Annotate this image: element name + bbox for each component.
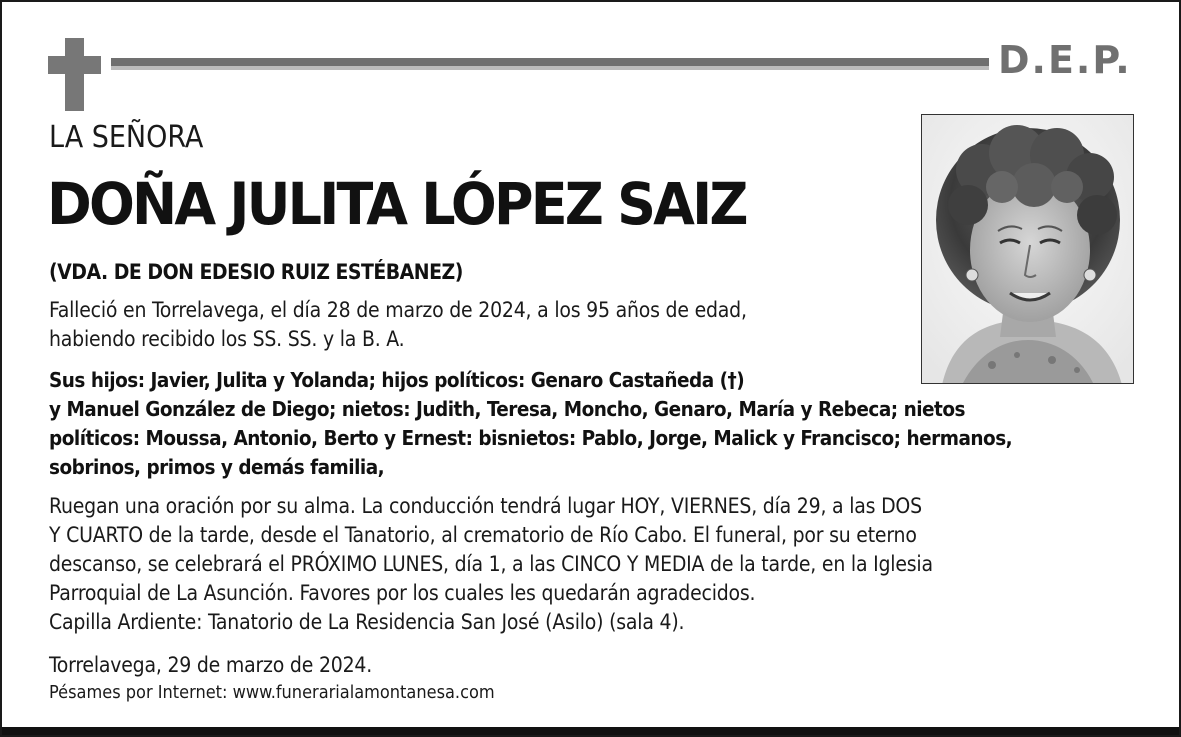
widow-of: (VDA. DE DON EDESIO RUIZ ESTÉBANEZ) — [49, 260, 463, 284]
family-line: sobrinos, primos y demás familia, — [49, 455, 385, 479]
cross-icon-arm — [48, 56, 101, 74]
family-line: Sus hijos: Javier, Julita y Yolanda; hijos políticos: Genaro Castañeda (†) — [49, 368, 745, 392]
family-list — [49, 366, 1012, 482]
cross-icon — [65, 38, 84, 111]
death-notice-line: habiendo recibido los SS. SS. y la B. A. — [49, 327, 405, 351]
service-line: Y CUARTO de la tarde, desde el Tanatorio, al crematorio de Río Cabo. El funeral, por su eterno — [49, 523, 917, 547]
condolences-link[interactable]: Pésames por Internet: www.funerarialamontanesa.com — [49, 682, 495, 703]
place-date: Torrelavega, 29 de marzo de 2024. — [49, 653, 373, 677]
dep-heading: D.E.P. — [998, 38, 1132, 82]
death-notice — [49, 296, 747, 354]
portrait-photo — [921, 114, 1134, 384]
death-notice-line: Falleció en Torrelavega, el día 28 de marzo de 2024, a los 95 años de edad, — [49, 298, 747, 322]
header-rule — [111, 58, 989, 70]
service-details — [49, 492, 933, 637]
family-line: y Manuel González de Diego; nietos: Judith, Teresa, Moncho, Genaro, María y Rebeca; nietos — [49, 397, 965, 421]
service-line: Ruegan una oración por su alma. La conducción tendrá lugar HOY, VIERNES, día 29, a las DOS — [49, 494, 922, 518]
intro-label: LA SEÑORA — [49, 120, 204, 155]
service-line: descanso, se celebrará el PRÓXIMO LUNES, día 1, a las CINCO Y MEDIA de la tarde, en la Iglesia — [49, 552, 933, 576]
deceased-name: DOÑA JULITA LÓPEZ SAIZ — [47, 170, 746, 238]
service-line: Parroquial de La Asunción. Favores por los cuales les quedarán agradecidos. — [49, 581, 756, 605]
family-line: políticos: Moussa, Antonio, Berto y Ernest: bisnietos: Pablo, Jorge, Malick y Francisco; hermanos, — [49, 426, 1013, 450]
bottom-border — [2, 727, 1179, 735]
service-line: Capilla Ardiente: Tanatorio de La Residencia San José (Asilo) (sala 4). — [49, 610, 685, 634]
